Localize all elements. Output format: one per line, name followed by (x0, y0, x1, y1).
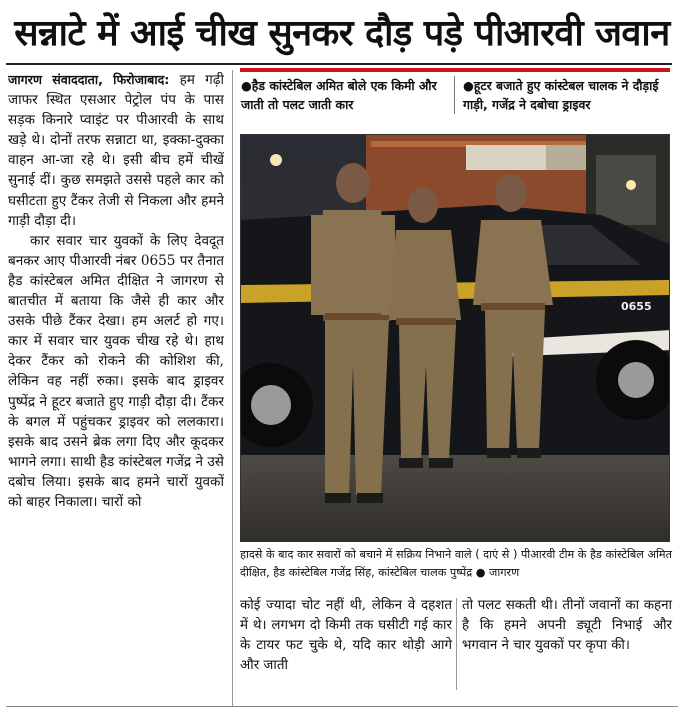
vehicle-number: 0655 (621, 300, 652, 313)
bottom-rule (6, 706, 678, 707)
paragraph-2: कार सवार चार युवकों के लिए देवदूत बनकर आए पीआरवी नंबर 0655 पर तैनात हैड कांस्टेबल अमित दीक्षित ने जागरण से बातचीत में बताया कि जैसे ही कार और उसके पीछे टैंकर देखा। हम अलर्ट हो गए। कार में सवार चार युवक चीख रहे थे। हाथ देकर टैंकर को रोकने की कोशिश की, लेकिन वह नहीं रुका। इसके बाद ड्राइवर पुष्पेंद्र ने हूटर बजाते हुए गाड़ी दौड़ा दी। टैंकर के बगल में पहुंचकर ड्राइवर को ललकारा। इसके बाद उसने ब्रेक लगा दिए और कूदकर भागने लगा। साथी हैड कांस्टेबल गजेंद्र ने उसे दबोच लिया। इसके बाद हमने चारों युवकों को बाहर निकाला। चारों को (8, 232, 224, 510)
photo-illustration (241, 135, 670, 542)
bottom-column-2: तो पलट सकती थी। तीनों जवानों का कहना है कि हमने अपनी ड्यूटी निभाई और भगवान ने चार युवकों पर कृपा की। (462, 598, 672, 653)
subhead-1: ●हैड कांस्टेबिल अमित बोले एक किमी और जाती तो पलट जाती कार (241, 78, 437, 112)
subhead-divider (454, 76, 455, 114)
left-column (8, 70, 224, 706)
intro-paragraph (8, 70, 224, 231)
bottom-column-1: कोई ज्यादा चोट नहीं थी, लेकिन वे दहशत में थे। लगभग दो किमी तक घसीटी गई कार के टायर फट चुके थे, यदि कार थोड़ी आगे और जाती (240, 598, 452, 673)
photo-caption: हादसे के बाद कार सवारों को बचाने में सक्रिय निभाने वाले ( दाएं से ) पीआरवी टीम के हैड कांस्टेबिल अमित दीक्षित, हैड कांस्टेबिल गजेंद्र सिंह, कांस्टेबिल चालक पुष्पेंद्र ● जागरण (240, 548, 672, 579)
byline: जागरण संवाददाता, फिरोजाबाद: (8, 72, 170, 87)
subhead-2: ●हूटर बजाते हुए कांस्टेबल चालक ने दौड़ाई गाड़ी, गजेंद्र ने दबोचा ड्राइवर (463, 78, 659, 112)
news-photo (240, 134, 670, 542)
subhead-accent-bar (240, 68, 670, 72)
paragraph-1-text: हम गढ़ी जाफर स्थित एसआर पेट्रोल पंप के पास सड़क किनारे प्वाइंट पर पीआरवी के साथ खड़े थे। दोनों तरफ सन्नाटा था, इक्का-दुक्का वाहन आ-जा रहे थे। इसी बीच हमें चीखें सुनाई दीं। कुछ समझते उससे पहले कार को घसीटता हुए टैंकर तेजी से निकला और हमने गाड़ी दौड़ा दी। (8, 72, 224, 229)
headline: सन्नाटे में आई चीख सुनकर दौड़ पड़े पीआरवी जवान (14, 13, 670, 54)
column-divider (232, 70, 233, 706)
headline-rule (6, 63, 672, 65)
bottom-column-divider (456, 598, 457, 690)
